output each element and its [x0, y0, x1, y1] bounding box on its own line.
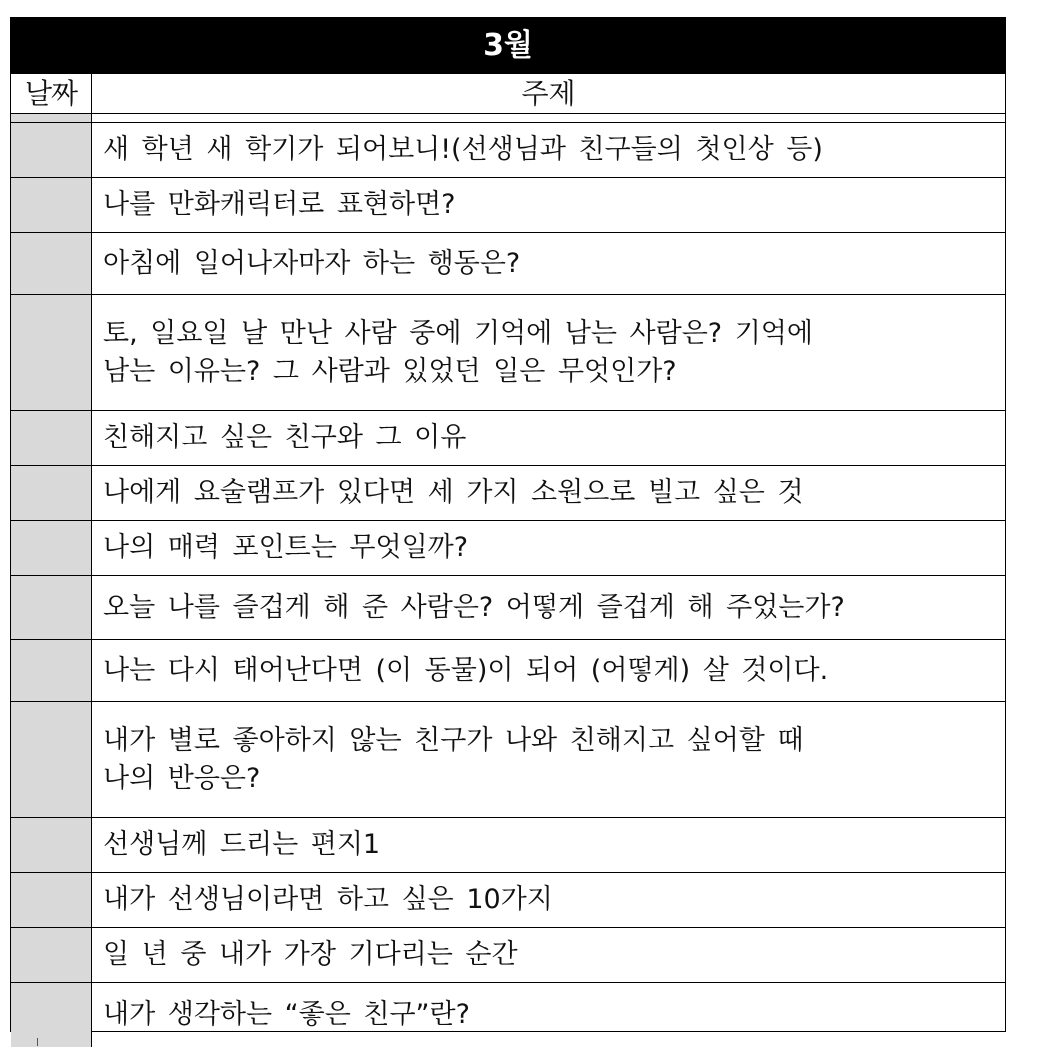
topic-cell: 내가 별로 좋아하지 않는 친구가 나와 친해지고 싶어할 때 나의 반응은?	[103, 724, 804, 794]
date-cell[interactable]	[11, 702, 92, 817]
table-row	[11, 640, 1005, 702]
topic-cell: 오늘 나를 즐겁게 해 준 사람은? 어떻게 즐겁게 해 주었는가?	[103, 591, 845, 623]
date-cell[interactable]	[11, 640, 92, 701]
table-row	[11, 576, 1005, 640]
date-cell[interactable]	[11, 233, 92, 294]
table-row	[11, 295, 1005, 411]
date-cell[interactable]	[11, 411, 92, 465]
spacer-date-cell	[11, 114, 92, 122]
month-title: 3월	[483, 28, 533, 63]
table-row	[11, 873, 1005, 928]
page-edge-mark	[37, 1038, 38, 1046]
header-topic: 주제	[521, 77, 576, 110]
topic-cell: 내가 선생님이라면 하고 싶은 10가지	[103, 884, 553, 915]
topic-cell: 토, 일요일 날 만난 사람 중에 기억에 남는 사람은? 기억에 남는 이유는? 그 사람과 있었던 일은 무엇인가?	[103, 317, 813, 387]
topic-cell: 선생님께 드리는 편지1	[103, 829, 381, 860]
topic-cell: 아침에 일어나자마자 하는 행동은?	[103, 247, 521, 279]
table-row	[11, 178, 1005, 233]
date-cell[interactable]	[11, 521, 92, 575]
table-row	[11, 411, 1005, 466]
topic-cell: 나를 만화캐릭터로 표현하면?	[103, 189, 456, 220]
table-header-row	[11, 74, 1005, 114]
header-spacer-row	[11, 114, 1005, 123]
header-date: 날짜	[11, 74, 92, 113]
topic-cell: 일 년 중 내가 가장 기다리는 순간	[103, 939, 518, 970]
topic-cell: 내가 생각하는 “좋은 친구”란?	[103, 999, 470, 1030]
date-cell[interactable]	[11, 576, 92, 639]
date-cell[interactable]	[11, 295, 92, 410]
table-row	[11, 123, 1005, 178]
date-cell[interactable]	[11, 873, 92, 927]
month-title-bar	[11, 18, 1005, 74]
date-cell[interactable]	[11, 123, 92, 177]
topic-cell: 나는 다시 태어난다면 (이 동물)이 되어 (어떻게) 살 것이다.	[103, 654, 829, 686]
topic-cell: 나의 매력 포인트는 무엇일까?	[103, 532, 469, 563]
table-row	[11, 928, 1005, 983]
date-cell[interactable]	[11, 178, 92, 232]
date-cell[interactable]	[11, 928, 92, 982]
table-row	[11, 466, 1005, 521]
date-cell[interactable]	[11, 818, 92, 872]
table-body	[11, 123, 1005, 1047]
topic-cell: 친해지고 싶은 친구와 그 이유	[103, 422, 467, 453]
table-row	[11, 233, 1005, 295]
date-cell[interactable]	[11, 466, 92, 520]
topic-table	[10, 17, 1006, 1032]
table-row	[11, 521, 1005, 576]
topic-cell: 새 학년 새 학기가 되어보니!(선생님과 친구들의 첫인상 등)	[103, 134, 823, 165]
topic-cell: 나에게 요술램프가 있다면 세 가지 소원으로 빌고 싶은 것	[103, 477, 804, 508]
date-cell[interactable]	[11, 983, 92, 1047]
table-row	[11, 702, 1005, 818]
table-row	[11, 818, 1005, 873]
table-row	[11, 983, 1005, 1047]
